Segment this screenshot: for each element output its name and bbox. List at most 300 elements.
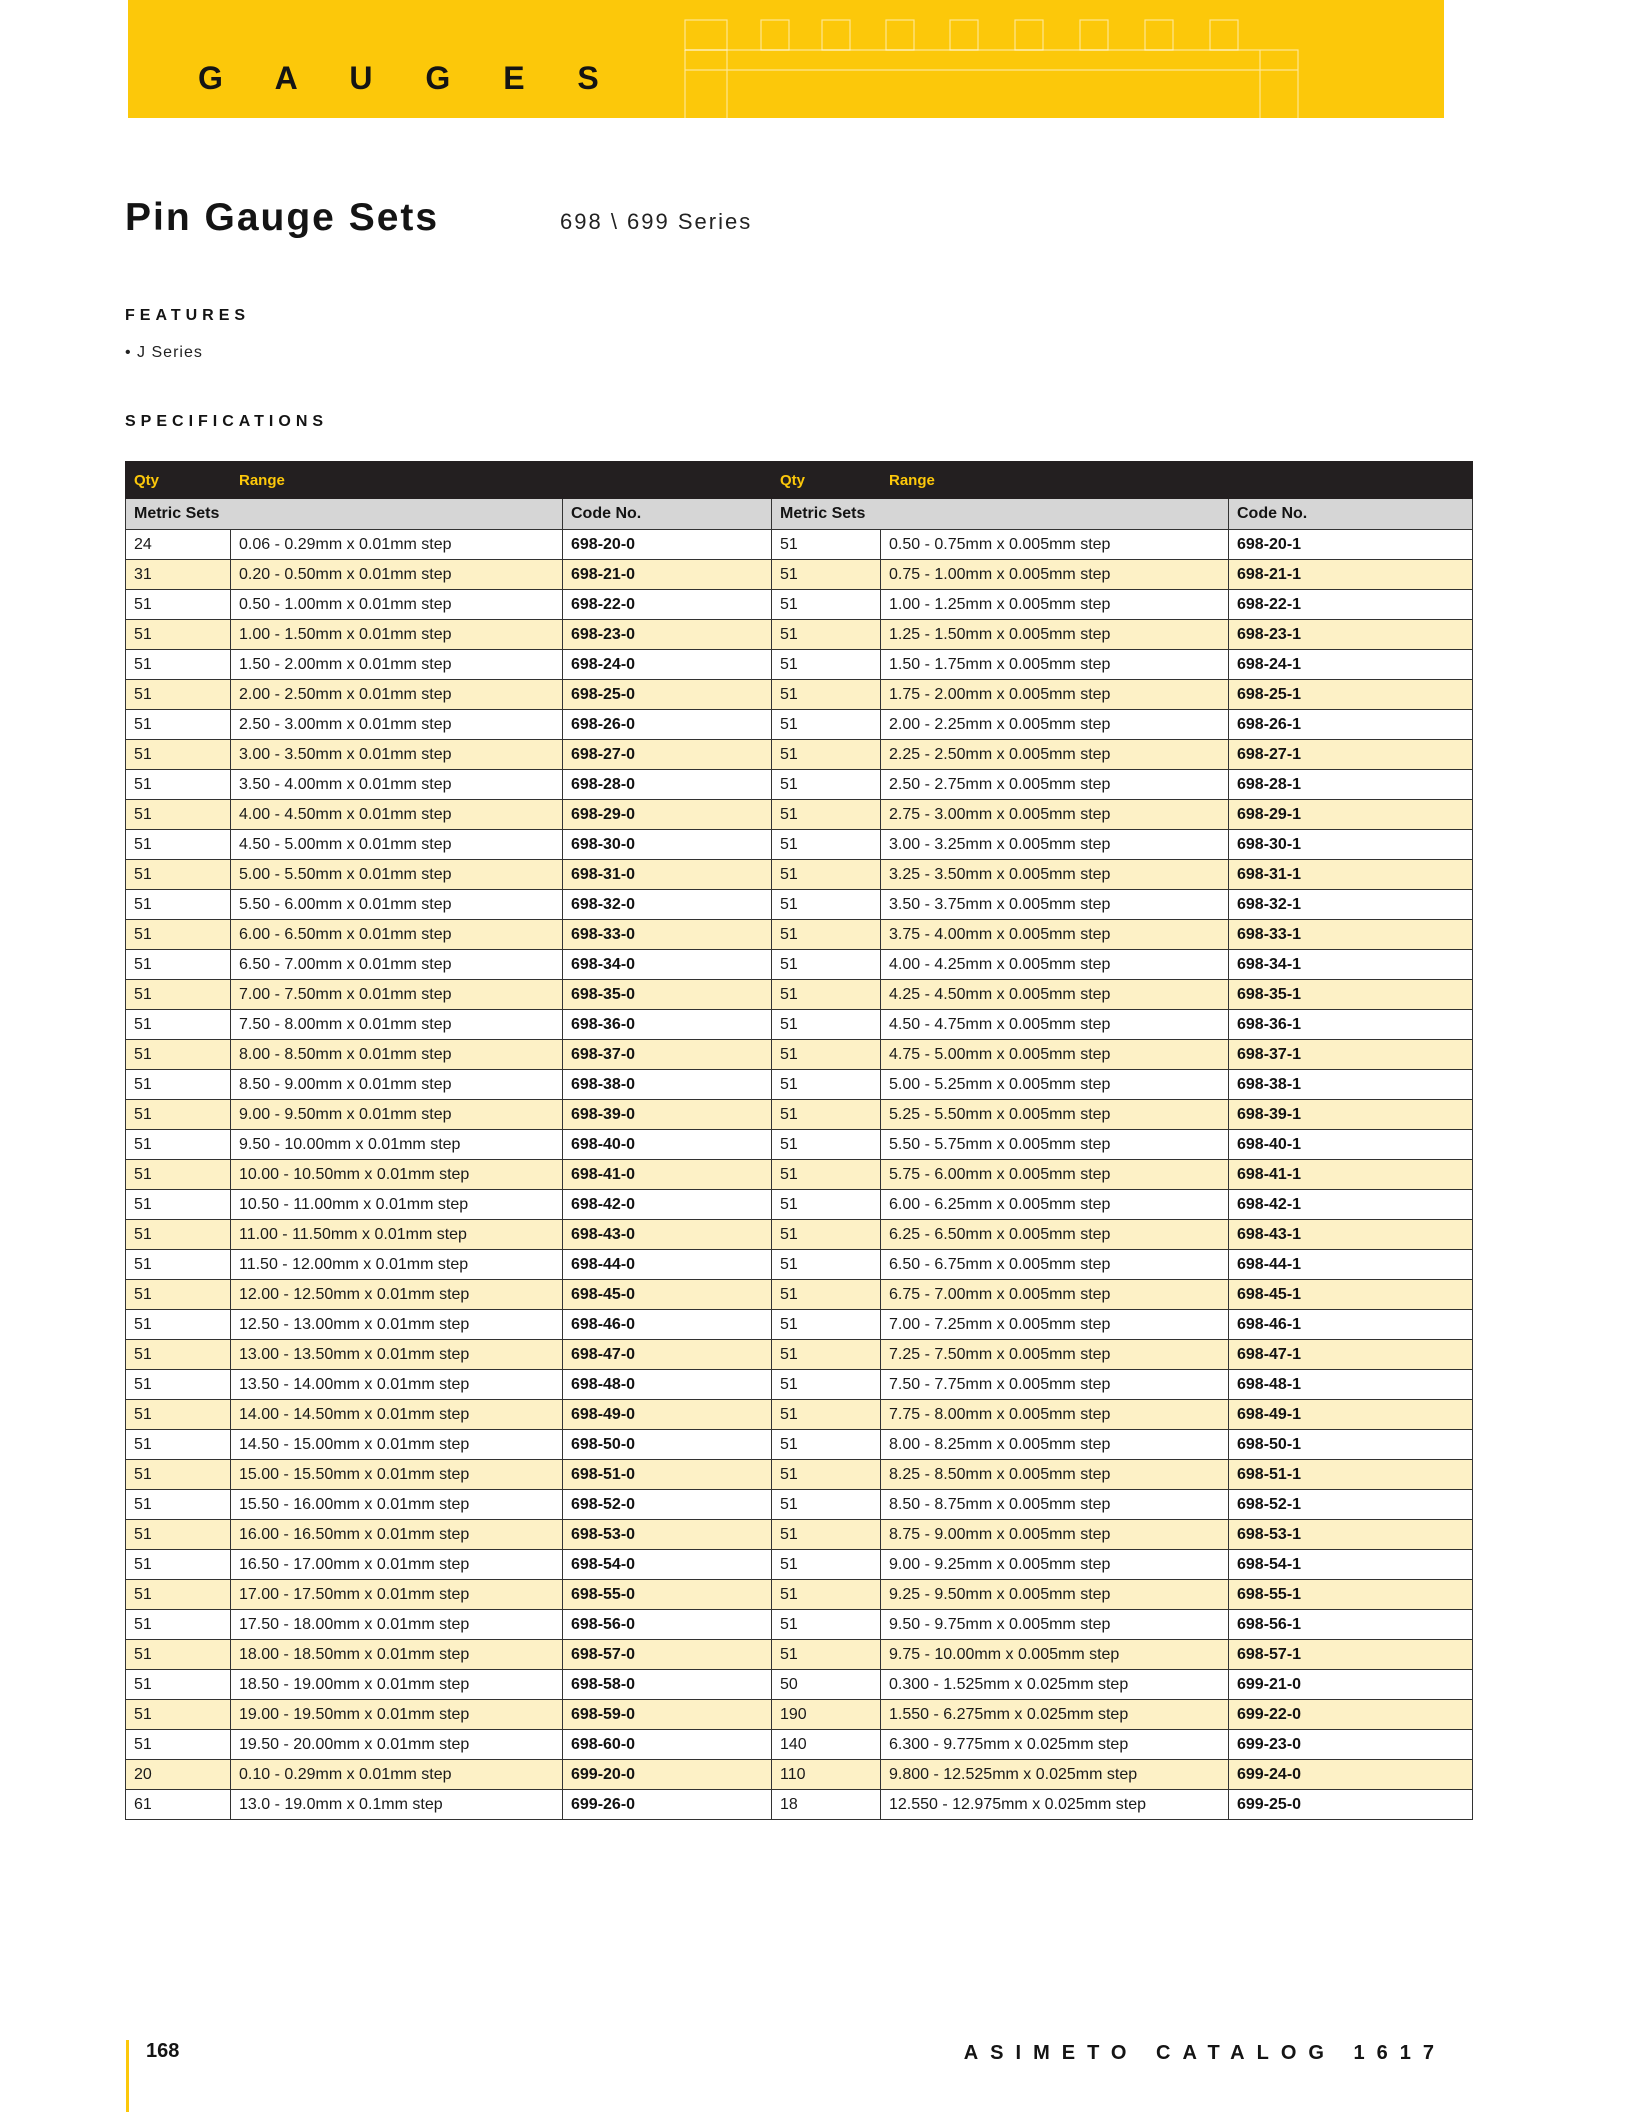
range-cell: 0.300 - 1.525mm x 0.025mm step (881, 1670, 1229, 1700)
range-cell: 0.50 - 1.00mm x 0.01mm step (231, 590, 563, 620)
table-row (126, 1550, 1473, 1580)
code-cell: 698-33-0 (563, 920, 772, 950)
range-cell: 1.00 - 1.25mm x 0.005mm step (881, 590, 1229, 620)
code-cell: 698-35-0 (563, 980, 772, 1010)
qty-cell: 51 (772, 1070, 881, 1100)
qty-header: Qty (772, 462, 881, 499)
range-cell: 8.50 - 8.75mm x 0.005mm step (881, 1490, 1229, 1520)
code-cell: 699-21-0 (1229, 1670, 1473, 1700)
code-cell: 699-26-0 (563, 1790, 772, 1820)
table-row (126, 950, 1473, 980)
qty-cell: 51 (126, 1040, 231, 1070)
table-row (126, 1130, 1473, 1160)
range-cell: 6.50 - 6.75mm x 0.005mm step (881, 1250, 1229, 1280)
range-cell: 5.00 - 5.50mm x 0.01mm step (231, 860, 563, 890)
code-cell: 698-31-0 (563, 860, 772, 890)
table-row (126, 650, 1473, 680)
code-cell: 698-46-1 (1229, 1310, 1473, 1340)
qty-cell: 51 (126, 830, 231, 860)
specifications-table (125, 461, 1473, 1820)
range-cell: 1.75 - 2.00mm x 0.005mm step (881, 680, 1229, 710)
qty-cell: 51 (126, 1250, 231, 1280)
range-cell: 3.00 - 3.50mm x 0.01mm step (231, 740, 563, 770)
qty-cell: 51 (772, 920, 881, 950)
range-cell: 13.50 - 14.00mm x 0.01mm step (231, 1370, 563, 1400)
code-cell: 698-25-0 (563, 680, 772, 710)
table-row (126, 1760, 1473, 1790)
qty-cell: 51 (126, 1010, 231, 1040)
code-cell: 698-40-0 (563, 1130, 772, 1160)
qty-cell: 51 (772, 1010, 881, 1040)
qty-cell: 51 (126, 1190, 231, 1220)
range-cell: 6.300 - 9.775mm x 0.025mm step (881, 1730, 1229, 1760)
range-cell: 15.50 - 16.00mm x 0.01mm step (231, 1490, 563, 1520)
qty-cell: 51 (772, 1190, 881, 1220)
features-heading: FEATURES (125, 307, 251, 324)
range-cell: 7.00 - 7.25mm x 0.005mm step (881, 1310, 1229, 1340)
range-cell: 14.50 - 15.00mm x 0.01mm step (231, 1430, 563, 1460)
code-cell: 698-31-1 (1229, 860, 1473, 890)
table-row (126, 1670, 1473, 1700)
range-cell: 19.00 - 19.50mm x 0.01mm step (231, 1700, 563, 1730)
range-cell: 7.50 - 7.75mm x 0.005mm step (881, 1370, 1229, 1400)
code-cell: 698-34-1 (1229, 950, 1473, 980)
code-cell: 698-23-1 (1229, 620, 1473, 650)
qty-cell: 51 (772, 1580, 881, 1610)
table-subheader-row (126, 499, 1473, 530)
range-cell: 0.75 - 1.00mm x 0.005mm step (881, 560, 1229, 590)
range-header: Range (231, 462, 563, 499)
range-cell: 8.00 - 8.50mm x 0.01mm step (231, 1040, 563, 1070)
code-cell: 698-21-1 (1229, 560, 1473, 590)
code-cell: 698-50-1 (1229, 1430, 1473, 1460)
category-banner (128, 0, 1444, 118)
qty-cell: 18 (772, 1790, 881, 1820)
code-cell: 698-46-0 (563, 1310, 772, 1340)
range-cell: 0.50 - 0.75mm x 0.005mm step (881, 530, 1229, 560)
catalog-name: ASIMETO CATALOG 1617 (963, 2042, 1446, 2064)
qty-cell: 31 (126, 560, 231, 590)
qty-cell: 51 (126, 1220, 231, 1250)
range-cell: 16.00 - 16.50mm x 0.01mm step (231, 1520, 563, 1550)
range-cell: 4.25 - 4.50mm x 0.005mm step (881, 980, 1229, 1010)
range-cell: 1.00 - 1.50mm x 0.01mm step (231, 620, 563, 650)
qty-cell: 51 (772, 1100, 881, 1130)
range-cell: 18.00 - 18.50mm x 0.01mm step (231, 1640, 563, 1670)
qty-cell: 51 (126, 1550, 231, 1580)
qty-cell: 51 (126, 680, 231, 710)
footer-accent-bar (126, 2040, 129, 2112)
code-cell: 698-49-1 (1229, 1400, 1473, 1430)
code-cell: 698-41-0 (563, 1160, 772, 1190)
code-cell: 698-40-1 (1229, 1130, 1473, 1160)
range-cell: 0.20 - 0.50mm x 0.01mm step (231, 560, 563, 590)
code-cell: 698-56-0 (563, 1610, 772, 1640)
qty-cell: 51 (772, 740, 881, 770)
table-row (126, 1700, 1473, 1730)
qty-cell: 51 (772, 1490, 881, 1520)
code-cell: 698-32-0 (563, 890, 772, 920)
table-row (126, 980, 1473, 1010)
code-cell: 698-57-0 (563, 1640, 772, 1670)
code-cell: 698-22-1 (1229, 590, 1473, 620)
qty-cell: 51 (772, 860, 881, 890)
range-cell: 2.50 - 2.75mm x 0.005mm step (881, 770, 1229, 800)
qty-cell: 51 (772, 590, 881, 620)
qty-cell: 51 (126, 950, 231, 980)
code-cell: 698-36-1 (1229, 1010, 1473, 1040)
range-cell: 9.25 - 9.50mm x 0.005mm step (881, 1580, 1229, 1610)
table-row (126, 1460, 1473, 1490)
series-label: 698 \ 699 Series (560, 209, 753, 234)
qty-cell: 51 (126, 1100, 231, 1130)
qty-cell: 51 (126, 650, 231, 680)
code-cell: 698-37-1 (1229, 1040, 1473, 1070)
code-cell: 698-47-0 (563, 1340, 772, 1370)
range-cell: 17.50 - 18.00mm x 0.01mm step (231, 1610, 563, 1640)
range-cell: 6.00 - 6.50mm x 0.01mm step (231, 920, 563, 950)
range-cell: 9.50 - 10.00mm x 0.01mm step (231, 1130, 563, 1160)
qty-cell: 51 (772, 770, 881, 800)
code-cell: 698-21-0 (563, 560, 772, 590)
range-cell: 1.25 - 1.50mm x 0.005mm step (881, 620, 1229, 650)
range-cell: 2.75 - 3.00mm x 0.005mm step (881, 800, 1229, 830)
range-cell: 12.550 - 12.975mm x 0.025mm step (881, 1790, 1229, 1820)
table-row (126, 1160, 1473, 1190)
qty-cell: 51 (772, 950, 881, 980)
qty-cell: 51 (772, 1250, 881, 1280)
qty-cell: 110 (772, 1760, 881, 1790)
qty-cell: 51 (126, 1160, 231, 1190)
range-cell: 9.50 - 9.75mm x 0.005mm step (881, 1610, 1229, 1640)
table-row (126, 1430, 1473, 1460)
qty-cell: 51 (126, 1130, 231, 1160)
qty-cell: 24 (126, 530, 231, 560)
code-cell: 698-32-1 (1229, 890, 1473, 920)
table-row (126, 1100, 1473, 1130)
code-cell: 698-53-1 (1229, 1520, 1473, 1550)
table-row (126, 1280, 1473, 1310)
table-row (126, 740, 1473, 770)
code-cell: 698-23-0 (563, 620, 772, 650)
range-cell: 8.25 - 8.50mm x 0.005mm step (881, 1460, 1229, 1490)
code-cell: 698-52-0 (563, 1490, 772, 1520)
page-title: Pin Gauge Sets (125, 196, 440, 239)
table-row (126, 1580, 1473, 1610)
table-row (126, 1250, 1473, 1280)
range-cell: 1.550 - 6.275mm x 0.025mm step (881, 1700, 1229, 1730)
table-row (126, 710, 1473, 740)
range-cell: 3.25 - 3.50mm x 0.005mm step (881, 860, 1229, 890)
qty-cell: 51 (772, 1160, 881, 1190)
qty-cell: 51 (772, 830, 881, 860)
qty-cell: 51 (126, 980, 231, 1010)
range-cell: 8.00 - 8.25mm x 0.005mm step (881, 1430, 1229, 1460)
code-cell: 698-39-0 (563, 1100, 772, 1130)
range-cell: 14.00 - 14.50mm x 0.01mm step (231, 1400, 563, 1430)
range-cell: 1.50 - 2.00mm x 0.01mm step (231, 650, 563, 680)
table-row (126, 1490, 1473, 1520)
qty-cell: 51 (126, 1700, 231, 1730)
code-cell: 698-27-0 (563, 740, 772, 770)
qty-cell: 51 (772, 1400, 881, 1430)
qty-cell: 51 (126, 1580, 231, 1610)
qty-cell: 140 (772, 1730, 881, 1760)
range-cell: 12.00 - 12.50mm x 0.01mm step (231, 1280, 563, 1310)
qty-cell: 51 (772, 980, 881, 1010)
code-cell: 698-30-1 (1229, 830, 1473, 860)
metric-sets-label: Metric Sets (772, 499, 1229, 530)
table-row (126, 1310, 1473, 1340)
code-cell: 698-33-1 (1229, 920, 1473, 950)
range-cell: 13.00 - 13.50mm x 0.01mm step (231, 1340, 563, 1370)
range-cell: 12.50 - 13.00mm x 0.01mm step (231, 1310, 563, 1340)
code-cell: 698-43-0 (563, 1220, 772, 1250)
table-row (126, 1340, 1473, 1370)
code-cell: 698-42-1 (1229, 1190, 1473, 1220)
table-row (126, 530, 1473, 560)
range-cell: 9.00 - 9.50mm x 0.01mm step (231, 1100, 563, 1130)
qty-cell: 51 (126, 1670, 231, 1700)
range-cell: 7.25 - 7.50mm x 0.005mm step (881, 1340, 1229, 1370)
range-cell: 7.75 - 8.00mm x 0.005mm step (881, 1400, 1229, 1430)
code-cell: 698-28-0 (563, 770, 772, 800)
qty-cell: 50 (772, 1670, 881, 1700)
qty-cell: 51 (126, 920, 231, 950)
code-cell: 698-48-1 (1229, 1370, 1473, 1400)
code-cell: 698-34-0 (563, 950, 772, 980)
code-cell: 698-36-0 (563, 1010, 772, 1040)
code-cell: 698-58-0 (563, 1670, 772, 1700)
range-cell: 11.50 - 12.00mm x 0.01mm step (231, 1250, 563, 1280)
code-cell: 698-49-0 (563, 1400, 772, 1430)
table-row (126, 1220, 1473, 1250)
code-cell: 698-26-1 (1229, 710, 1473, 740)
range-cell: 16.50 - 17.00mm x 0.01mm step (231, 1550, 563, 1580)
qty-cell: 51 (772, 1640, 881, 1670)
qty-cell: 51 (772, 710, 881, 740)
code-cell: 698-47-1 (1229, 1340, 1473, 1370)
code-cell: 698-38-0 (563, 1070, 772, 1100)
table-row (126, 800, 1473, 830)
table-row (126, 890, 1473, 920)
range-cell: 17.00 - 17.50mm x 0.01mm step (231, 1580, 563, 1610)
qty-cell: 190 (772, 1700, 881, 1730)
range-cell: 2.50 - 3.00mm x 0.01mm step (231, 710, 563, 740)
qty-cell: 51 (126, 1640, 231, 1670)
code-cell: 699-24-0 (1229, 1760, 1473, 1790)
banner-decoration (128, 0, 1444, 118)
code-cell: 699-22-0 (1229, 1700, 1473, 1730)
range-cell: 5.50 - 5.75mm x 0.005mm step (881, 1130, 1229, 1160)
table-row (126, 1730, 1473, 1760)
range-cell: 4.50 - 4.75mm x 0.005mm step (881, 1010, 1229, 1040)
range-cell: 0.10 - 0.29mm x 0.01mm step (231, 1760, 563, 1790)
qty-cell: 51 (772, 1520, 881, 1550)
table-row (126, 1010, 1473, 1040)
range-cell: 15.00 - 15.50mm x 0.01mm step (231, 1460, 563, 1490)
range-cell: 3.75 - 4.00mm x 0.005mm step (881, 920, 1229, 950)
qty-cell: 51 (772, 1220, 881, 1250)
qty-cell: 51 (772, 1130, 881, 1160)
code-cell: 698-27-1 (1229, 740, 1473, 770)
qty-cell: 51 (126, 1070, 231, 1100)
range-cell: 1.50 - 1.75mm x 0.005mm step (881, 650, 1229, 680)
qty-cell: 51 (126, 1520, 231, 1550)
range-cell: 6.50 - 7.00mm x 0.01mm step (231, 950, 563, 980)
qty-cell: 51 (772, 1460, 881, 1490)
code-cell: 698-45-0 (563, 1280, 772, 1310)
code-cell: 698-35-1 (1229, 980, 1473, 1010)
qty-header: Qty (126, 462, 231, 499)
range-cell: 13.0 - 19.0mm x 0.1mm step (231, 1790, 563, 1820)
code-no-header: Code No. (563, 499, 772, 530)
code-cell: 698-55-1 (1229, 1580, 1473, 1610)
qty-cell: 51 (772, 1280, 881, 1310)
code-cell: 699-23-0 (1229, 1730, 1473, 1760)
code-cell: 698-39-1 (1229, 1100, 1473, 1130)
code-cell: 698-22-0 (563, 590, 772, 620)
qty-cell: 51 (772, 1370, 881, 1400)
qty-cell: 51 (772, 1310, 881, 1340)
qty-cell: 51 (772, 1610, 881, 1640)
range-cell: 2.00 - 2.50mm x 0.01mm step (231, 680, 563, 710)
code-cell: 698-59-0 (563, 1700, 772, 1730)
range-cell: 0.06 - 0.29mm x 0.01mm step (231, 530, 563, 560)
qty-cell: 51 (126, 770, 231, 800)
code-cell: 698-29-1 (1229, 800, 1473, 830)
code-cell: 698-37-0 (563, 1040, 772, 1070)
range-cell: 5.50 - 6.00mm x 0.01mm step (231, 890, 563, 920)
range-cell: 4.75 - 5.00mm x 0.005mm step (881, 1040, 1229, 1070)
qty-cell: 51 (772, 1430, 881, 1460)
qty-cell: 51 (772, 680, 881, 710)
code-cell: 698-54-0 (563, 1550, 772, 1580)
qty-cell: 51 (126, 740, 231, 770)
table-row (126, 1520, 1473, 1550)
code-cell: 698-24-0 (563, 650, 772, 680)
qty-cell: 51 (126, 1490, 231, 1520)
range-cell: 9.800 - 12.525mm x 0.025mm step (881, 1760, 1229, 1790)
qty-cell: 51 (772, 650, 881, 680)
code-cell: 698-53-0 (563, 1520, 772, 1550)
qty-cell: 51 (772, 1040, 881, 1070)
table-row (126, 1640, 1473, 1670)
qty-cell: 51 (126, 1730, 231, 1760)
qty-cell: 51 (772, 620, 881, 650)
code-cell: 698-55-0 (563, 1580, 772, 1610)
code-cell: 698-30-0 (563, 830, 772, 860)
qty-cell: 51 (126, 1430, 231, 1460)
range-cell: 4.00 - 4.50mm x 0.01mm step (231, 800, 563, 830)
blank-header (1229, 462, 1473, 499)
code-cell: 699-20-0 (563, 1760, 772, 1790)
table-header-row (126, 462, 1473, 499)
qty-cell: 51 (126, 800, 231, 830)
table-row (126, 1790, 1473, 1820)
code-cell: 698-54-1 (1229, 1550, 1473, 1580)
table-row (126, 1610, 1473, 1640)
qty-cell: 51 (772, 560, 881, 590)
range-cell: 8.50 - 9.00mm x 0.01mm step (231, 1070, 563, 1100)
range-cell: 8.75 - 9.00mm x 0.005mm step (881, 1520, 1229, 1550)
qty-cell: 51 (126, 1310, 231, 1340)
range-cell: 3.50 - 4.00mm x 0.01mm step (231, 770, 563, 800)
code-cell: 698-51-1 (1229, 1460, 1473, 1490)
table-row (126, 770, 1473, 800)
table-row (126, 920, 1473, 950)
code-cell: 698-44-1 (1229, 1250, 1473, 1280)
table-row (126, 560, 1473, 590)
code-cell: 698-48-0 (563, 1370, 772, 1400)
range-cell: 3.00 - 3.25mm x 0.005mm step (881, 830, 1229, 860)
table-row (126, 1190, 1473, 1220)
range-cell: 3.50 - 3.75mm x 0.005mm step (881, 890, 1229, 920)
table-row (126, 860, 1473, 890)
code-cell: 698-24-1 (1229, 650, 1473, 680)
qty-cell: 51 (126, 1460, 231, 1490)
code-cell: 698-41-1 (1229, 1160, 1473, 1190)
range-cell: 5.25 - 5.50mm x 0.005mm step (881, 1100, 1229, 1130)
range-header: Range (881, 462, 1229, 499)
qty-cell: 51 (126, 590, 231, 620)
range-cell: 6.25 - 6.50mm x 0.005mm step (881, 1220, 1229, 1250)
qty-cell: 51 (126, 620, 231, 650)
qty-cell: 51 (772, 1550, 881, 1580)
range-cell: 5.75 - 6.00mm x 0.005mm step (881, 1160, 1229, 1190)
qty-cell: 51 (126, 710, 231, 740)
code-cell: 698-26-0 (563, 710, 772, 740)
code-cell: 698-57-1 (1229, 1640, 1473, 1670)
range-cell: 10.00 - 10.50mm x 0.01mm step (231, 1160, 563, 1190)
range-cell: 4.50 - 5.00mm x 0.01mm step (231, 830, 563, 860)
qty-cell: 51 (126, 1610, 231, 1640)
range-cell: 6.00 - 6.25mm x 0.005mm step (881, 1190, 1229, 1220)
table-row (126, 620, 1473, 650)
range-cell: 4.00 - 4.25mm x 0.005mm step (881, 950, 1229, 980)
table-row (126, 1370, 1473, 1400)
code-cell: 699-25-0 (1229, 1790, 1473, 1820)
range-cell: 9.00 - 9.25mm x 0.005mm step (881, 1550, 1229, 1580)
table-body (126, 530, 1473, 1820)
table-row (126, 830, 1473, 860)
code-cell: 698-42-0 (563, 1190, 772, 1220)
range-cell: 2.00 - 2.25mm x 0.005mm step (881, 710, 1229, 740)
feature-item: • J Series (125, 344, 203, 361)
code-cell: 698-29-0 (563, 800, 772, 830)
qty-cell: 51 (772, 1340, 881, 1370)
banner-title: G A U G E S (198, 60, 621, 96)
range-cell: 18.50 - 19.00mm x 0.01mm step (231, 1670, 563, 1700)
range-cell: 7.00 - 7.50mm x 0.01mm step (231, 980, 563, 1010)
page-number: 168 (146, 2040, 180, 2062)
qty-cell: 51 (772, 530, 881, 560)
range-cell: 5.00 - 5.25mm x 0.005mm step (881, 1070, 1229, 1100)
table-row (126, 1070, 1473, 1100)
code-cell: 698-51-0 (563, 1460, 772, 1490)
code-cell: 698-20-1 (1229, 530, 1473, 560)
code-cell: 698-44-0 (563, 1250, 772, 1280)
qty-cell: 61 (126, 1790, 231, 1820)
qty-cell: 20 (126, 1760, 231, 1790)
table-row (126, 1040, 1473, 1070)
table-row (126, 590, 1473, 620)
specifications-heading: SPECIFICATIONS (125, 413, 329, 430)
code-cell: 698-45-1 (1229, 1280, 1473, 1310)
range-cell: 2.25 - 2.50mm x 0.005mm step (881, 740, 1229, 770)
range-cell: 7.50 - 8.00mm x 0.01mm step (231, 1010, 563, 1040)
qty-cell: 51 (772, 890, 881, 920)
